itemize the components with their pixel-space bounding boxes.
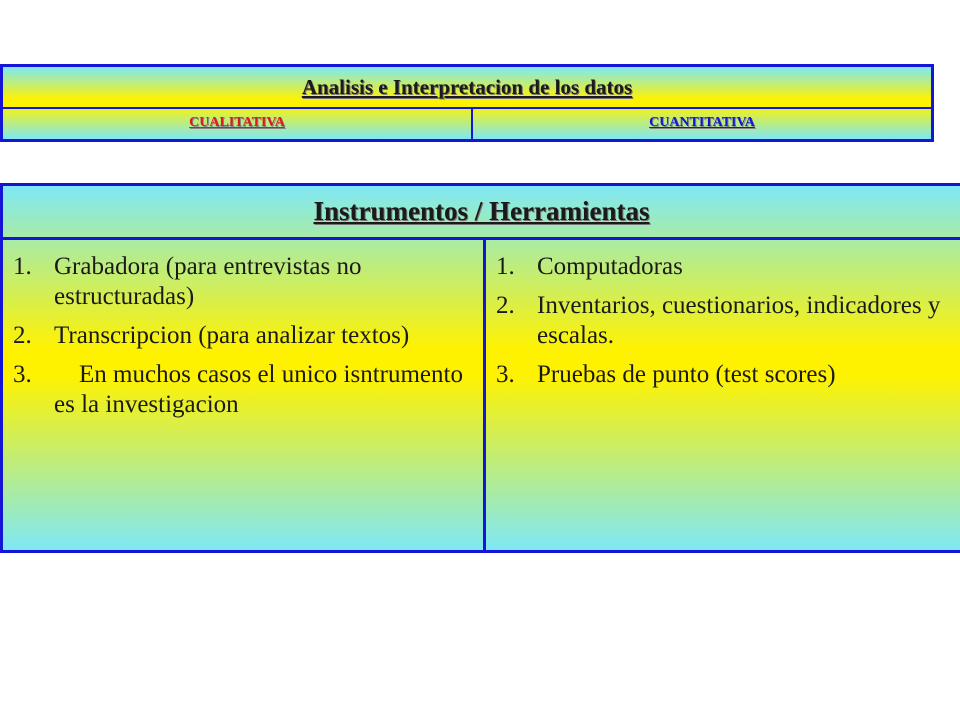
analysis-table [0,64,934,142]
item-number: 1. [496,253,515,280]
instruments-title: Instrumentos / Herramientas [313,196,650,226]
list-item [13,252,469,312]
item-text: Pruebas de punto (test scores) [537,361,836,388]
list-item [496,252,950,282]
item-number: 2. [13,322,32,349]
list-item [13,321,469,351]
item-text: En muchos casos el unico isntrumento es la investigacion [54,361,470,418]
item-text: Computadoras [537,253,683,280]
analysis-title: Analisis e Interpretacion de los datos [301,74,633,99]
item-text: Inventarios, cuestionarios, indicadores y escalas. [537,292,941,349]
analysis-title-row [3,67,931,109]
cuantitativa-label: CUANTITATIVA [649,115,755,130]
list-item [496,360,950,390]
analysis-subheader-row [3,109,931,140]
instruments-table [0,183,960,553]
instruments-header [3,186,960,240]
instruments-body [3,240,960,550]
item-number: 1. [13,253,32,280]
list-item [496,291,950,351]
item-text: Transcripcion (para analizar textos) [54,322,410,349]
qualitative-column [3,240,486,550]
list-item [13,360,469,420]
item-number: 3. [496,361,515,388]
qualitative-list [13,252,469,420]
item-number: 2. [496,292,515,319]
cualitativa-label: CUALITATIVA [3,109,473,140]
quantitative-list [496,252,950,390]
item-text: Grabadora (para entrevistas no estructuradas) [54,253,362,310]
quantitative-column [486,240,960,550]
item-number: 3. [13,361,32,388]
